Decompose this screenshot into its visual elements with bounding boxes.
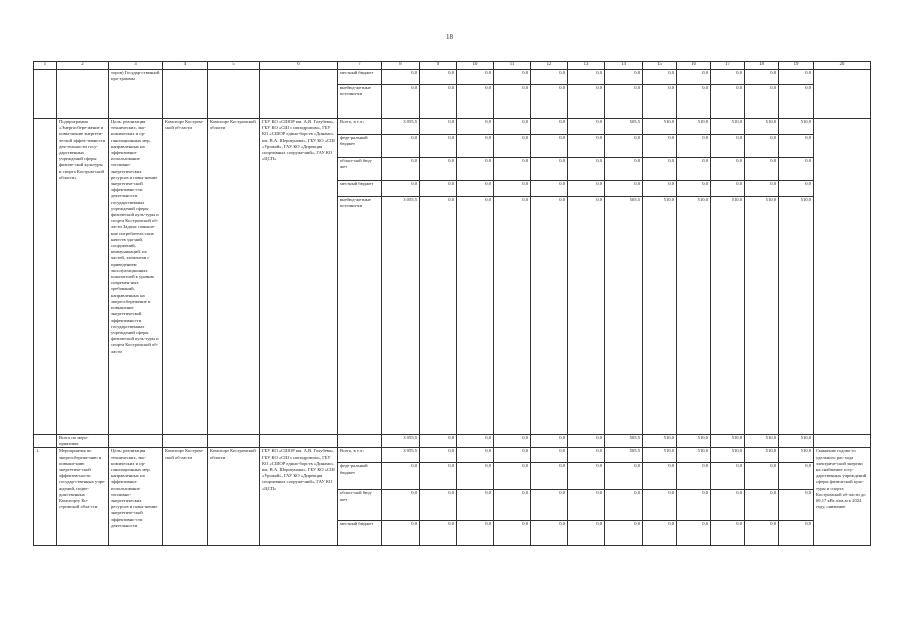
funding-source: област-ной бюд-жет: [338, 490, 382, 521]
total-row: [34, 435, 871, 448]
value-cell: 0,0: [643, 135, 677, 158]
column-number: 19: [779, 62, 814, 70]
item-number: 1.: [34, 448, 57, 546]
value-cell: 0,0: [494, 181, 531, 197]
cell-empty: [34, 435, 57, 448]
value-cell: 0,0: [711, 521, 745, 546]
value-cell: 0,0: [494, 463, 531, 490]
value-cell: 0,0: [711, 490, 745, 521]
value-cell: 3 055,5: [382, 435, 420, 448]
goal-text: торов) Государ-ственной про-граммы: [109, 70, 163, 119]
expected-result: Снижение годово-го удельного рас-хода электриче-ской энергии на снабжение госу-дарственных учреждений сферы физической куль-туры и спорта Костромской об-ласти до 69,17 кВт.ч/кв.м к 2024 году, снижение: [814, 448, 871, 546]
value-cell: 0,0: [677, 158, 711, 181]
cell-empty: [814, 119, 871, 435]
cell-empty: [163, 70, 208, 119]
cell-empty: [34, 119, 57, 435]
value-cell: 0,0: [494, 70, 531, 85]
header-row: [34, 62, 871, 70]
value-cell: 0,0: [494, 197, 531, 435]
value-cell: 510,0: [779, 197, 814, 435]
value-cell: 0,0: [494, 158, 531, 181]
value-cell: 0,0: [382, 521, 420, 546]
value-cell: 3 055,5: [382, 119, 420, 135]
value-cell: 0,0: [457, 463, 494, 490]
value-cell: 0,0: [711, 463, 745, 490]
value-cell: 0,0: [420, 135, 457, 158]
column-number: 14: [605, 62, 643, 70]
funding-source: Всего, в т.ч.:: [338, 448, 382, 463]
value-cell: 0,0: [494, 135, 531, 158]
participants: ГБУ КО «СШОР им. А.В. Голубева», ГБУ КО «СШ с ипподромом», ГБУ КО «СШОР едино-борств «Динамо» им. В.А. Шершунова», ГБУ КО «СШ «Урожай», ГАУ КО «Дирекция спортивных сооруже-ний», ГАУ КО «ЦСП»: [260, 119, 338, 435]
value-cell: 0,0: [420, 158, 457, 181]
value-cell: 0,0: [457, 521, 494, 546]
value-cell: 510,0: [677, 119, 711, 135]
value-cell: 0,0: [531, 135, 568, 158]
value-cell: 0,0: [531, 70, 568, 85]
value-cell: 0,0: [677, 181, 711, 197]
participants: ГБУ КО «СШОР им. А.В. Голубева», ГБУ КО «СШ с ипподромом», ГБУ КО «СШОР едино-борств «Динамо» им. В.А. Шершунова», ГБУ КО «СШ «Урожай», ГАУ КО «Дирекция спортивных сооруже-ний», ГАУ КО «ЦСП»: [260, 448, 338, 546]
value-cell: 0,0: [745, 181, 779, 197]
value-cell: 0,0: [494, 448, 531, 463]
value-cell: 0,0: [779, 521, 814, 546]
cell-empty: [163, 435, 208, 448]
funding-source: феде-ральный бюджет: [338, 135, 382, 158]
value-cell: 0,0: [420, 197, 457, 435]
value-cell: 0,0: [420, 490, 457, 521]
column-number: 1: [34, 62, 57, 70]
value-cell: 0,0: [457, 490, 494, 521]
funding-source: внебюд-жетные источни-ки: [338, 197, 382, 435]
value-cell: 0,0: [779, 135, 814, 158]
value-cell: 0,0: [605, 70, 643, 85]
value-cell: 0,0: [420, 448, 457, 463]
cell-empty: [260, 435, 338, 448]
value-cell: 0,0: [531, 181, 568, 197]
value-cell: 0,0: [568, 463, 605, 490]
co-executor: Комспорт Костромской области: [208, 119, 260, 435]
value-cell: 0,0: [531, 197, 568, 435]
column-number: 4: [163, 62, 208, 70]
responsible-executor: Комспорт Костром-ской об-ласти: [163, 448, 208, 546]
value-cell: 0,0: [494, 119, 531, 135]
value-cell: 0,0: [457, 448, 494, 463]
value-cell: 0,0: [711, 70, 745, 85]
value-cell: 0,0: [420, 85, 457, 119]
value-cell: 0,0: [643, 181, 677, 197]
value-cell: 510,0: [677, 435, 711, 448]
column-number: 20: [814, 62, 871, 70]
value-cell: 0,0: [605, 521, 643, 546]
cell-empty: [109, 435, 163, 448]
value-cell: 505,5: [605, 119, 643, 135]
value-cell: 0,0: [531, 119, 568, 135]
cell-empty: [57, 70, 109, 119]
value-cell: 510,0: [779, 448, 814, 463]
value-cell: 0,0: [711, 85, 745, 119]
value-cell: 0,0: [643, 463, 677, 490]
value-cell: 0,0: [745, 463, 779, 490]
value-cell: 505,5: [605, 448, 643, 463]
cell-empty: [34, 70, 57, 119]
value-cell: 0,0: [745, 158, 779, 181]
table-row: [34, 448, 871, 463]
value-cell: 0,0: [457, 119, 494, 135]
value-cell: 0,0: [420, 435, 457, 448]
value-cell: 0,0: [494, 521, 531, 546]
measure-name: Мероприятия по энергосбереже-нию и повыше-нию энергетиче-ской эффектив-ности государ-ственных учре-ждений, подве-домственных Комспорту Ко-стромской обла-сти: [57, 448, 109, 546]
column-number: 10: [457, 62, 494, 70]
value-cell: 3 055,5: [382, 197, 420, 435]
budget-table: [33, 61, 871, 546]
value-cell: 0,0: [531, 85, 568, 119]
value-cell: 510,0: [711, 119, 745, 135]
total-label: Всего по меро-приятиям:: [57, 435, 109, 448]
value-cell: 0,0: [568, 158, 605, 181]
value-cell: 0,0: [779, 70, 814, 85]
funding-source: Всего, в т.ч.:: [338, 119, 382, 135]
value-cell: 510,0: [643, 197, 677, 435]
column-number: 16: [677, 62, 711, 70]
value-cell: 0,0: [531, 435, 568, 448]
value-cell: 0,0: [457, 181, 494, 197]
value-cell: 510,0: [745, 197, 779, 435]
value-cell: 510,0: [711, 448, 745, 463]
value-cell: 0,0: [568, 435, 605, 448]
page-number: 18: [446, 33, 453, 41]
value-cell: 0,0: [494, 490, 531, 521]
co-executor: Комспорт Костромской области: [208, 448, 260, 546]
value-cell: 0,0: [568, 197, 605, 435]
value-cell: 510,0: [643, 119, 677, 135]
value-cell: 505,5: [605, 435, 643, 448]
value-cell: 505,5: [605, 197, 643, 435]
value-cell: 0,0: [568, 448, 605, 463]
value-cell: 510,0: [779, 435, 814, 448]
cell-empty: [338, 435, 382, 448]
column-number: 5: [208, 62, 260, 70]
funding-source: област-ной бюд-жет: [338, 158, 382, 181]
value-cell: 0,0: [531, 158, 568, 181]
value-cell: 0,0: [677, 85, 711, 119]
value-cell: 0,0: [779, 181, 814, 197]
column-number: 8: [382, 62, 420, 70]
value-cell: 0,0: [605, 135, 643, 158]
value-cell: 0,0: [457, 85, 494, 119]
funding-source: местный бюджет: [338, 70, 382, 85]
value-cell: 0,0: [457, 435, 494, 448]
value-cell: 0,0: [568, 490, 605, 521]
value-cell: 0,0: [711, 135, 745, 158]
value-cell: 0,0: [711, 158, 745, 181]
responsible-executor: Комспорт Костром-ской об-ласти: [163, 119, 208, 435]
value-cell: 510,0: [643, 448, 677, 463]
value-cell: 0,0: [457, 158, 494, 181]
goal-text: Цель: реализация технических, эко-номических и ор-ганизационных мер, направленных на эффективное использование топливно-энергетических ресурсов и повы-шение энергетиче-ской эффективно-сти деятельности государственных учреждений сферы физической куль-туры и спорта Костромской об-ласти Задача: повыше-ние потребитель-ских качеств зда-ний, сооружений, коммуникаций, их частей, элементов с приведением эксплуатационных показателей к уровню современ-ных требований, направленных на энергосбережение и повышение энергетической эффективности государственных учреждений сферы физической куль-туры и спорта Костромской об-ласти: [109, 119, 163, 435]
value-cell: 0,0: [745, 490, 779, 521]
value-cell: 0,0: [745, 85, 779, 119]
column-number: 12: [531, 62, 568, 70]
table-row: [34, 70, 871, 85]
value-cell: 0,0: [457, 135, 494, 158]
value-cell: 0,0: [531, 448, 568, 463]
value-cell: 0,0: [531, 463, 568, 490]
value-cell: 510,0: [643, 435, 677, 448]
value-cell: 510,0: [677, 448, 711, 463]
cell-empty: [814, 70, 871, 119]
cell-empty: [208, 70, 260, 119]
column-number: 3: [109, 62, 163, 70]
funding-source: местный бюджет: [338, 181, 382, 197]
value-cell: 0,0: [677, 463, 711, 490]
value-cell: 510,0: [677, 197, 711, 435]
column-number: 6: [260, 62, 338, 70]
value-cell: 0,0: [420, 521, 457, 546]
value-cell: 0,0: [643, 490, 677, 521]
value-cell: 0,0: [568, 521, 605, 546]
value-cell: 0,0: [382, 463, 420, 490]
value-cell: 0,0: [677, 70, 711, 85]
value-cell: 0,0: [568, 119, 605, 135]
value-cell: 510,0: [711, 435, 745, 448]
value-cell: 0,0: [779, 85, 814, 119]
value-cell: 0,0: [605, 463, 643, 490]
value-cell: 0,0: [605, 85, 643, 119]
value-cell: 0,0: [494, 85, 531, 119]
value-cell: 0,0: [382, 181, 420, 197]
table-row: [34, 119, 871, 135]
value-cell: 0,0: [605, 181, 643, 197]
value-cell: 510,0: [745, 435, 779, 448]
cell-empty: [260, 70, 338, 119]
funding-source: местный бюджет: [338, 521, 382, 546]
column-number: 11: [494, 62, 531, 70]
value-cell: 0,0: [677, 490, 711, 521]
column-number: 17: [711, 62, 745, 70]
value-cell: 0,0: [605, 158, 643, 181]
value-cell: 0,0: [382, 490, 420, 521]
funding-source: феде-ральный бюджет: [338, 463, 382, 490]
value-cell: 510,0: [745, 448, 779, 463]
subprogram-name: Подпрограмма «Энергосбере-жение и повы-шение энергети-ческой эффек-тивности дея-тельности госу-дарственных учреждений сферы физиче-ской культуры и спорта Костром-ской области»: [57, 119, 109, 435]
column-number: 7: [338, 62, 382, 70]
value-cell: 510,0: [745, 119, 779, 135]
column-number: 13: [568, 62, 605, 70]
value-cell: 0,0: [531, 521, 568, 546]
cell-empty: [208, 435, 260, 448]
column-number: 2: [57, 62, 109, 70]
value-cell: 0,0: [531, 490, 568, 521]
value-cell: 0,0: [382, 85, 420, 119]
value-cell: 0,0: [643, 521, 677, 546]
value-cell: 0,0: [382, 70, 420, 85]
value-cell: 0,0: [643, 158, 677, 181]
value-cell: 0,0: [420, 181, 457, 197]
value-cell: 0,0: [643, 70, 677, 85]
value-cell: 0,0: [382, 158, 420, 181]
value-cell: 0,0: [420, 119, 457, 135]
value-cell: 0,0: [677, 135, 711, 158]
value-cell: 0,0: [745, 135, 779, 158]
column-number: 9: [420, 62, 457, 70]
funding-source: внебюд-жетные источни-ки: [338, 85, 382, 119]
value-cell: 0,0: [568, 85, 605, 119]
value-cell: 0,0: [779, 463, 814, 490]
cell-empty: [814, 435, 871, 448]
value-cell: 3 055,5: [382, 448, 420, 463]
value-cell: 510,0: [779, 119, 814, 135]
value-cell: 0,0: [677, 521, 711, 546]
value-cell: 0,0: [643, 85, 677, 119]
value-cell: 0,0: [420, 463, 457, 490]
column-number: 15: [643, 62, 677, 70]
value-cell: 0,0: [568, 70, 605, 85]
value-cell: 0,0: [457, 70, 494, 85]
value-cell: 0,0: [420, 70, 457, 85]
value-cell: 0,0: [779, 158, 814, 181]
value-cell: 0,0: [494, 435, 531, 448]
value-cell: 0,0: [605, 490, 643, 521]
value-cell: 0,0: [745, 521, 779, 546]
goal-text: Цель: реализация технических, эко-номических и ор-ганизационных мер, направленных на эффективное использование топливно-энергетических ресурсов и повы-шение энергетиче-ской эффективно-сти деятельности: [109, 448, 163, 546]
value-cell: 0,0: [382, 135, 420, 158]
value-cell: 0,0: [457, 197, 494, 435]
value-cell: 0,0: [711, 181, 745, 197]
value-cell: 510,0: [711, 197, 745, 435]
value-cell: 0,0: [745, 70, 779, 85]
value-cell: 0,0: [568, 181, 605, 197]
value-cell: 0,0: [568, 135, 605, 158]
value-cell: 0,0: [779, 490, 814, 521]
column-number: 18: [745, 62, 779, 70]
